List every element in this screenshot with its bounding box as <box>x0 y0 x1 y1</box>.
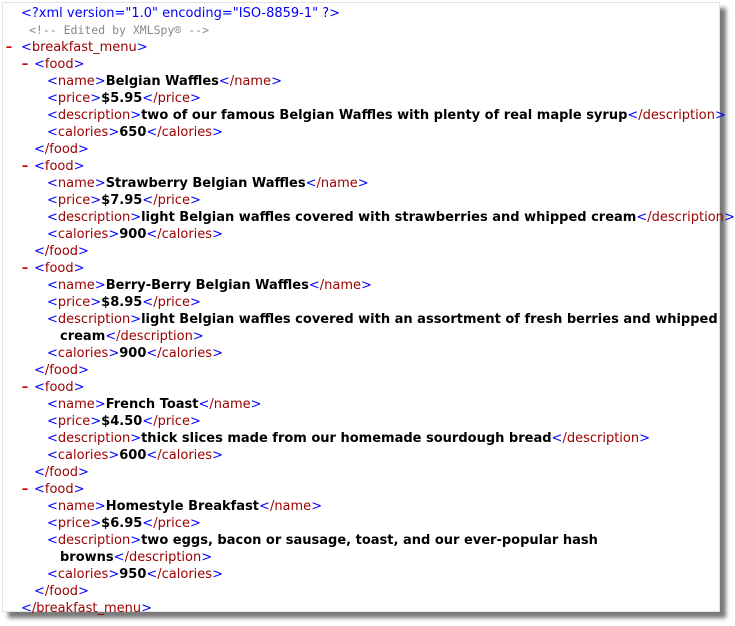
tag-bracket: < <box>47 397 58 412</box>
tag-name: /calories <box>157 567 213 582</box>
calories-element <box>47 226 223 243</box>
tag-name: /food <box>44 142 79 157</box>
tag-bracket: > <box>130 210 142 225</box>
root-close-line <box>3 600 719 617</box>
xml-declaration-line <box>3 5 719 22</box>
tag-bracket: > <box>311 499 323 514</box>
tag-bracket: > <box>94 176 106 191</box>
calories-line <box>3 345 719 362</box>
calories-element <box>47 447 223 464</box>
name-open-tag <box>47 499 106 514</box>
description-close-tag <box>114 550 212 565</box>
tag-name: price <box>57 91 91 106</box>
tag-bracket: > <box>73 261 85 276</box>
tag-bracket: > <box>189 516 201 531</box>
tag-bracket: < <box>47 227 58 242</box>
price-open-tag <box>47 414 101 429</box>
tag-bracket: < <box>142 91 154 106</box>
tag-bracket: > <box>108 125 120 140</box>
tag-bracket: > <box>130 431 142 446</box>
tag-name: calories <box>57 448 109 463</box>
tag-bracket: < <box>146 227 158 242</box>
tag-name: /food <box>44 465 79 480</box>
description-value: browns <box>60 550 114 565</box>
tag-bracket: < <box>627 108 639 123</box>
name-element <box>47 73 282 90</box>
tag-bracket: > <box>189 414 201 429</box>
tag-name: /price <box>153 414 190 429</box>
tag-bracket: > <box>73 380 85 395</box>
name-close-tag <box>219 74 282 89</box>
tag-bracket: > <box>94 397 106 412</box>
collapse-toggle-icon[interactable]: – <box>21 380 29 395</box>
price-close-tag <box>142 414 201 429</box>
tag-name: price <box>57 295 91 310</box>
tag-bracket: > <box>108 227 120 242</box>
collapse-toggle-icon[interactable]: – <box>21 482 29 497</box>
name-close-tag <box>259 499 322 514</box>
tag-name: /price <box>153 516 190 531</box>
description-open-tag <box>47 431 141 446</box>
food-close-line <box>3 464 719 481</box>
description-value: two of our famous Belgian Waffles with plenty of real maple syrup <box>141 108 628 123</box>
tag-bracket: < <box>146 448 158 463</box>
name-value: Strawberry Belgian Waffles <box>105 176 306 191</box>
tag-bracket: < <box>142 414 154 429</box>
tag-bracket: > <box>130 312 142 327</box>
tag-name: name <box>57 74 95 89</box>
description-close-tag <box>552 431 650 446</box>
tag-bracket: > <box>94 74 106 89</box>
collapse-toggle-icon[interactable]: – <box>21 57 29 72</box>
food-open-tag <box>34 56 85 73</box>
tag-bracket: < <box>146 125 158 140</box>
description-continuation-line <box>3 549 719 566</box>
tag-bracket: > <box>189 91 201 106</box>
tag-bracket: > <box>78 584 89 599</box>
tag-bracket: > <box>189 193 201 208</box>
tag-bracket: < <box>47 108 58 123</box>
tag-name: food <box>44 57 74 72</box>
calories-line <box>3 447 719 464</box>
calories-line <box>3 566 719 583</box>
description-element <box>47 107 726 124</box>
tag-name: description <box>57 210 131 225</box>
price-line <box>3 192 719 209</box>
tag-bracket: > <box>90 295 102 310</box>
price-close-tag <box>142 295 201 310</box>
description-value: thick slices made from our homemade sourdough bread <box>141 431 552 446</box>
description-line <box>3 532 719 549</box>
price-element <box>47 413 201 430</box>
tag-bracket: < <box>47 431 58 446</box>
tag-bracket: > <box>78 244 89 259</box>
description-line <box>3 430 719 447</box>
tag-name: /price <box>153 193 190 208</box>
calories-open-tag <box>47 567 119 582</box>
name-value: Berry-Berry Belgian Waffles <box>105 278 309 293</box>
food-open-tag <box>34 481 85 498</box>
tag-bracket: < <box>47 516 58 531</box>
tag-bracket: < <box>142 295 154 310</box>
food-close-line <box>3 362 719 379</box>
price-line <box>3 413 719 430</box>
tag-name: /food <box>44 584 79 599</box>
tag-bracket: > <box>108 346 120 361</box>
tag-bracket: > <box>108 448 120 463</box>
tag-name: /calories <box>157 227 213 242</box>
tag-bracket: < <box>146 567 158 582</box>
calories-value: 950 <box>119 567 147 582</box>
tag-bracket: > <box>212 346 223 361</box>
price-value: $4.50 <box>101 414 143 429</box>
root-open-tag <box>21 39 148 56</box>
description-value: light Belgian waffles covered with strawberries and whipped cream <box>141 210 637 225</box>
tag-name: /name <box>269 499 312 514</box>
tag-bracket: < <box>47 499 58 514</box>
tag-bracket: < <box>218 74 230 89</box>
tag-bracket: < <box>34 482 45 497</box>
price-close-tag <box>142 91 201 106</box>
price-element <box>47 90 201 107</box>
calories-element <box>47 124 223 141</box>
food-open-line <box>3 56 719 73</box>
tag-name: /name <box>316 176 358 191</box>
food-open-tag <box>34 260 85 277</box>
tag-name: food <box>44 261 74 276</box>
tag-name: price <box>57 516 91 531</box>
tag-bracket: < <box>198 397 210 412</box>
tag-bracket: < <box>105 329 117 344</box>
tag-name: /description <box>124 550 202 565</box>
price-element <box>47 192 201 209</box>
tag-bracket: < <box>636 210 648 225</box>
tag-name: breakfast_menu <box>31 40 137 55</box>
name-element <box>47 498 322 515</box>
description-value: two eggs, bacon or sausage, toast, and our ever-popular hash <box>141 533 598 548</box>
tag-bracket: > <box>271 74 282 89</box>
tag-bracket: > <box>201 550 213 565</box>
tag-bracket: > <box>212 227 223 242</box>
tag-bracket: < <box>47 295 58 310</box>
price-open-tag <box>47 295 101 310</box>
food-close-line <box>3 583 719 600</box>
name-value: French Toast <box>105 397 199 412</box>
name-line <box>3 396 719 413</box>
tag-name: calories <box>57 125 109 140</box>
tag-bracket: > <box>78 465 89 480</box>
tag-bracket: < <box>34 584 45 599</box>
tag-name: /price <box>153 295 190 310</box>
tag-bracket: < <box>551 431 563 446</box>
name-value: Belgian Waffles <box>105 74 219 89</box>
tag-bracket: > <box>250 397 262 412</box>
tag-bracket: > <box>130 108 142 123</box>
name-element <box>47 175 369 192</box>
xml-declaration: <?xml version="1.0" encoding="ISO-8859-1" ?> <box>21 6 341 21</box>
tag-bracket: > <box>192 329 204 344</box>
food-close-tag <box>34 583 89 600</box>
tag-name: name <box>57 176 95 191</box>
tag-bracket: > <box>90 91 102 106</box>
tag-name: /description <box>562 431 640 446</box>
root-open-line <box>3 39 719 56</box>
tag-name: calories <box>57 227 109 242</box>
tag-bracket: > <box>212 567 223 582</box>
tag-name: /description <box>116 329 193 344</box>
calories-value: 900 <box>119 227 147 242</box>
description-continuation <box>60 328 204 345</box>
calories-close-tag <box>146 448 223 463</box>
description-close-tag <box>627 108 725 123</box>
tag-bracket: < <box>142 516 154 531</box>
food-open-line <box>3 260 719 277</box>
tag-name: calories <box>57 346 109 361</box>
tag-bracket: > <box>90 193 102 208</box>
tag-bracket: < <box>21 40 32 55</box>
calories-value: 600 <box>119 448 147 463</box>
name-line <box>3 277 719 294</box>
tag-bracket: > <box>714 108 726 123</box>
tag-bracket: > <box>639 431 651 446</box>
price-close-tag <box>142 193 201 208</box>
tag-bracket: < <box>308 278 320 293</box>
tag-bracket: < <box>47 567 58 582</box>
price-line <box>3 294 719 311</box>
name-element <box>47 277 372 294</box>
description-element <box>47 532 598 549</box>
tag-bracket: < <box>259 499 270 514</box>
food-open-line <box>3 481 719 498</box>
tag-bracket: > <box>90 516 102 531</box>
calories-open-tag <box>47 125 119 140</box>
tag-name: /name <box>229 74 272 89</box>
collapse-toggle-icon[interactable]: – <box>5 40 13 55</box>
tag-bracket: < <box>146 346 158 361</box>
tag-name: /description <box>647 210 724 225</box>
tag-bracket: < <box>47 74 58 89</box>
price-value: $5.95 <box>101 91 143 106</box>
tag-name: description <box>57 431 131 446</box>
tag-bracket: < <box>47 448 58 463</box>
tag-name: price <box>57 193 91 208</box>
tag-name: /price <box>153 91 190 106</box>
tag-bracket: > <box>73 482 85 497</box>
description-continuation-line <box>3 328 719 345</box>
collapse-toggle-icon[interactable]: – <box>21 261 29 276</box>
tag-bracket: < <box>47 125 58 140</box>
tag-bracket: < <box>142 193 154 208</box>
calories-line <box>3 226 719 243</box>
food-close-tag <box>34 243 89 260</box>
description-close-tag <box>105 329 203 344</box>
tag-bracket: < <box>34 363 45 378</box>
calories-open-tag <box>47 346 119 361</box>
tag-bracket: < <box>113 550 125 565</box>
description-element <box>47 209 735 226</box>
description-open-tag <box>47 210 141 225</box>
description-element <box>47 430 650 447</box>
tag-bracket: < <box>47 312 58 327</box>
tag-bracket: > <box>108 567 120 582</box>
tag-bracket: < <box>305 176 317 191</box>
tag-name: /food <box>44 363 79 378</box>
name-close-tag <box>199 397 262 412</box>
tag-bracket: < <box>34 142 45 157</box>
price-value: $6.95 <box>101 516 143 531</box>
calories-value: 650 <box>119 125 147 140</box>
tag-name: food <box>44 380 74 395</box>
tag-bracket: > <box>361 278 372 293</box>
xml-tree-view <box>3 3 735 616</box>
tag-name: food <box>44 482 74 497</box>
food-close-tag <box>34 464 89 481</box>
name-line <box>3 498 719 515</box>
tag-name: /calories <box>157 346 213 361</box>
calories-element <box>47 345 223 362</box>
name-close-tag <box>309 278 372 293</box>
tag-bracket: < <box>47 414 58 429</box>
price-close-tag <box>142 516 201 531</box>
food-open-line <box>3 158 719 175</box>
tag-name: /name <box>209 397 251 412</box>
tag-bracket: < <box>34 244 45 259</box>
name-line <box>3 73 719 90</box>
description-element <box>47 311 718 328</box>
price-line <box>3 515 719 532</box>
tag-name: price <box>57 414 91 429</box>
name-line <box>3 175 719 192</box>
tag-name: description <box>57 108 131 123</box>
description-value: cream <box>60 329 106 344</box>
name-open-tag <box>47 278 106 293</box>
tag-bracket: < <box>47 210 58 225</box>
tag-bracket: < <box>47 91 58 106</box>
price-open-tag <box>47 516 101 531</box>
name-close-tag <box>306 176 369 191</box>
tag-bracket: > <box>94 499 106 514</box>
food-close-line <box>3 243 719 260</box>
tag-bracket: > <box>130 533 142 548</box>
tag-name: /description <box>638 108 715 123</box>
calories-line <box>3 124 719 141</box>
price-line <box>3 90 719 107</box>
tag-bracket: < <box>47 278 58 293</box>
tag-name: name <box>57 499 95 514</box>
calories-open-tag <box>47 448 119 463</box>
tag-bracket: > <box>723 210 735 225</box>
comment-line <box>3 22 719 39</box>
name-value: Homestyle Breakfast <box>105 499 260 514</box>
calories-close-tag <box>146 346 223 361</box>
tag-bracket: > <box>73 159 85 174</box>
tag-name: name <box>57 397 95 412</box>
tag-bracket: > <box>136 40 148 55</box>
tag-bracket: > <box>212 125 223 140</box>
description-close-tag <box>636 210 734 225</box>
food-close-line <box>3 141 719 158</box>
price-value: $8.95 <box>101 295 143 310</box>
description-line <box>3 311 719 328</box>
price-element <box>47 515 201 532</box>
collapse-toggle-icon[interactable]: – <box>21 159 29 174</box>
price-element <box>47 294 201 311</box>
description-open-tag <box>47 533 141 548</box>
food-close-tag <box>34 362 89 379</box>
tag-name: description <box>57 312 131 327</box>
tag-name: food <box>44 159 74 174</box>
tag-bracket: < <box>47 176 58 191</box>
description-open-tag <box>47 108 141 123</box>
calories-open-tag <box>47 227 119 242</box>
food-open-line <box>3 379 719 396</box>
tag-name: /calories <box>157 125 213 140</box>
description-continuation <box>60 549 212 566</box>
tag-name: /breakfast_menu <box>31 601 142 616</box>
tag-name: calories <box>57 567 109 582</box>
tag-bracket: < <box>34 159 45 174</box>
calories-value: 900 <box>119 346 147 361</box>
tag-bracket: < <box>21 601 32 616</box>
calories-close-tag <box>146 227 223 242</box>
tag-bracket: > <box>78 363 89 378</box>
price-open-tag <box>47 193 101 208</box>
price-open-tag <box>47 91 101 106</box>
description-line <box>3 107 726 124</box>
name-open-tag <box>47 74 106 89</box>
tag-bracket: < <box>34 57 45 72</box>
tag-bracket: > <box>78 142 89 157</box>
calories-close-tag <box>146 567 223 582</box>
tag-name: /food <box>44 244 79 259</box>
tag-bracket: > <box>94 278 106 293</box>
tag-bracket: > <box>141 601 153 616</box>
tag-name: name <box>57 278 95 293</box>
tag-bracket: > <box>357 176 369 191</box>
name-open-tag <box>47 176 106 191</box>
xml-comment: <!-- Edited by XMLSpy® --> <box>29 23 210 37</box>
food-open-tag <box>34 158 85 175</box>
tag-bracket: < <box>34 465 45 480</box>
tag-bracket: > <box>73 57 85 72</box>
food-open-tag <box>34 379 85 396</box>
description-open-tag <box>47 312 141 327</box>
xml-viewer-frame <box>2 2 735 616</box>
tag-name: /calories <box>157 448 213 463</box>
tag-name: description <box>57 533 131 548</box>
tag-name: /name <box>319 278 362 293</box>
tag-bracket: < <box>47 533 58 548</box>
description-line <box>3 209 735 226</box>
tag-bracket: < <box>34 261 45 276</box>
description-value: light Belgian waffles covered with an assortment of fresh berries and whipped <box>141 312 718 327</box>
name-open-tag <box>47 397 106 412</box>
tag-bracket: > <box>90 414 102 429</box>
calories-close-tag <box>146 125 223 140</box>
food-close-tag <box>34 141 89 158</box>
price-value: $7.95 <box>101 193 143 208</box>
tag-bracket: > <box>189 295 201 310</box>
tag-bracket: < <box>47 193 58 208</box>
tag-bracket: < <box>34 380 45 395</box>
name-element <box>47 396 262 413</box>
tag-bracket: > <box>212 448 223 463</box>
root-close-tag <box>21 600 152 617</box>
tag-bracket: < <box>47 346 58 361</box>
calories-element <box>47 566 223 583</box>
